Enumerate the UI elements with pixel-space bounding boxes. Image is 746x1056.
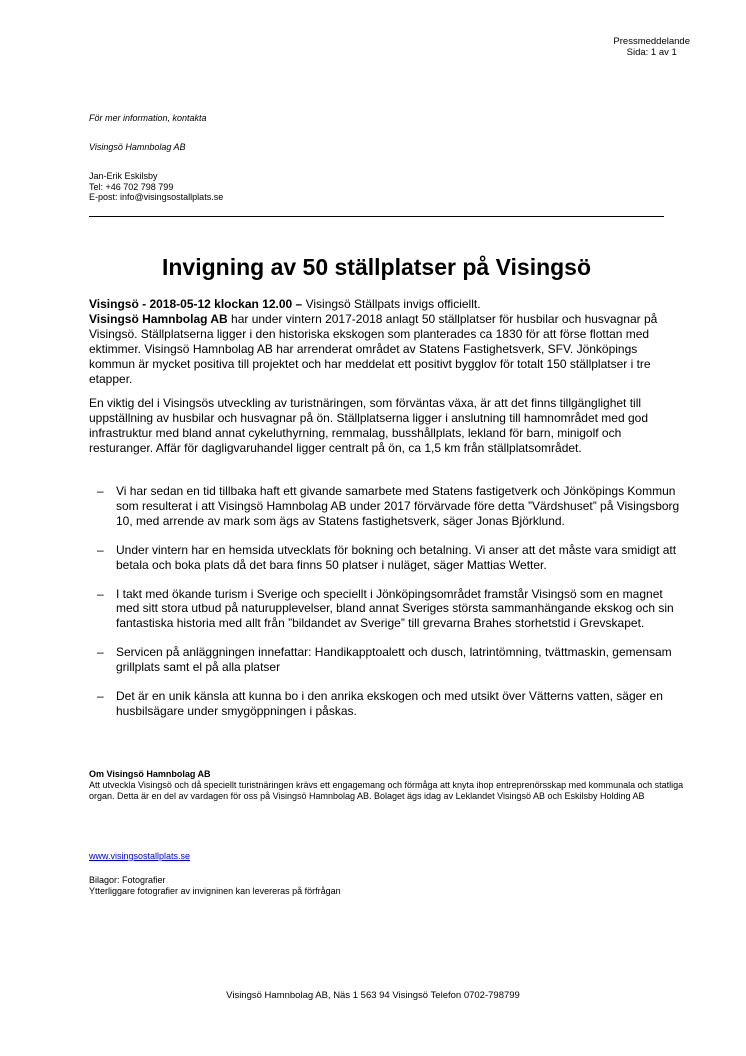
page-footer: Visingsö Hamnbolag AB, Näs 1 563 94 Visingsö Telefon 0702-798799 (226, 990, 520, 1001)
bullet-dash: – (97, 542, 104, 557)
lead-text: Visingsö Ställpats invigs officiellt. (302, 297, 481, 311)
document-header (613, 36, 690, 58)
contact-label: För mer information, kontakta (89, 113, 207, 123)
contact-details (89, 171, 223, 203)
about-section (89, 769, 701, 801)
bullet-dash: – (97, 689, 104, 704)
intro-body: har under vintern 2017-2018 anlagt 50 ställplatser för husbilar och husvagnar på Visingsö. Ställplatserna ligger i den historiska ekskogen som planterades ca 1830 för att förse flottan med ektimmer. Visingsö Hamnbolag AB har arrenderat området av Statens Fastighetsverk, SFV. Jönköpings kommun är mycket positiva till projektet och har meddelat ett positivt bygglov för totalt 150 ställplatser i tre etapper. (89, 311, 658, 386)
page-number: Sida: 1 av 1 (626, 47, 677, 58)
contact-email: E-post: info@visingsostallplats.se (89, 192, 224, 202)
website-link[interactable]: www.visingsostallplats.se (89, 851, 191, 861)
about-heading: Om Visingsö Hamnbolag AB (89, 769, 211, 779)
attachments (89, 875, 341, 896)
list-item (89, 645, 689, 675)
document-type: Pressmeddelande (613, 36, 690, 47)
dateline: Visingsö - 2018-05-12 klockan 12.00 – (89, 297, 303, 311)
attachments-label: Bilagor: Fotografier (89, 875, 166, 885)
quote-list (89, 484, 689, 733)
bullet-dash: – (97, 586, 104, 601)
list-item-text: Servicen på anläggningen innefattar: Handikapptoalett och dusch, latrintömning, tvättmaskin, gemensam grillplats samt el på alla platser (116, 645, 672, 675)
contact-phone: Tel: +46 702 798 799 (89, 181, 174, 192)
list-item-text: I takt med ökande turism i Sverige och speciellt i Jönköpingsområdet framstår Visingsö som en magnet med sitt stora utbud på naturupplevelser, bland annat Sveriges största sammanhängande ekskog och sin fantastiska historia med allt från ”bildandet av Sverige” till grevarna Brahes storhetstid i Grevskapet. (116, 586, 674, 631)
list-item-text: Det är en unik känsla att kunna bo i den anrika ekskogen och med utsikt över Vätterns vatten, säger en husbilsägare under smygöppningen i påskas. (116, 689, 663, 718)
bullet-dash: – (97, 645, 104, 660)
list-item (89, 689, 689, 719)
attachments-note: Ytterliggare fotografier av invigninen kan levereras på förfrågan (89, 885, 341, 896)
intro-paragraph (89, 297, 664, 386)
list-item (89, 587, 689, 632)
contact-company: Visingsö Hamnbolag AB (89, 142, 186, 152)
page-title: Invigning av 50 ställplatser på Visingsö (161, 254, 592, 280)
body-paragraph: En viktig del i Visingsös utveckling av turistnäringen, som förväntas växa, är att det finns tillgänglighet till uppställning av husbilar och husvagnar på ön. Ställplatserna ligger i anslutning till hamnområdet med god infrastruktur med bland annat cykeluthyrning, remmalag, busshållplats, lekland för barn, minigolf och resturanger. Affär för dagligvaruhandel ligger centralt på ön, ca 1,5 km från ställplatsområdet. (89, 396, 649, 455)
list-item (89, 543, 689, 573)
header-divider (89, 216, 664, 217)
list-item (89, 484, 689, 529)
about-text: Att utveckla Visingsö och då speciellt turistnäringen krävs ett engagemang och förmåga att knyta ihop entreprenörsskap med kommunala och statliga organ. Detta är en del av vardagen för oss på Visingsö Hamnbolag AB. Bolaget ägs idag av Leklandet Visingsö AB och Eskilsby Holding AB (89, 779, 684, 801)
list-item-text: Under vintern har en hemsida utvecklats för bokning och betalning. Vi anser att det måste vara smidigt att betala och boka plats då det bara finns 50 platser i nuläget, säger Mattias Wetter. (116, 542, 677, 572)
company-name: Visingsö Hamnbolag AB (89, 311, 228, 326)
bullet-dash: – (97, 484, 104, 498)
contact-name: Jan-Erik Eskilsby (89, 171, 158, 181)
list-item-text: Vi har sedan en tid tillbaka haft ett givande samarbete med Statens fastigetverk och Jönköpings Kommun som resulterat i att Visingsö Hamnbolag AB under 2017 förvärvade före detta ”Värdshuset” på Visingsborg 10, med arrende av mark som ägs av Statens fastighetsverk, säger Jonas Björklund. (116, 484, 680, 528)
